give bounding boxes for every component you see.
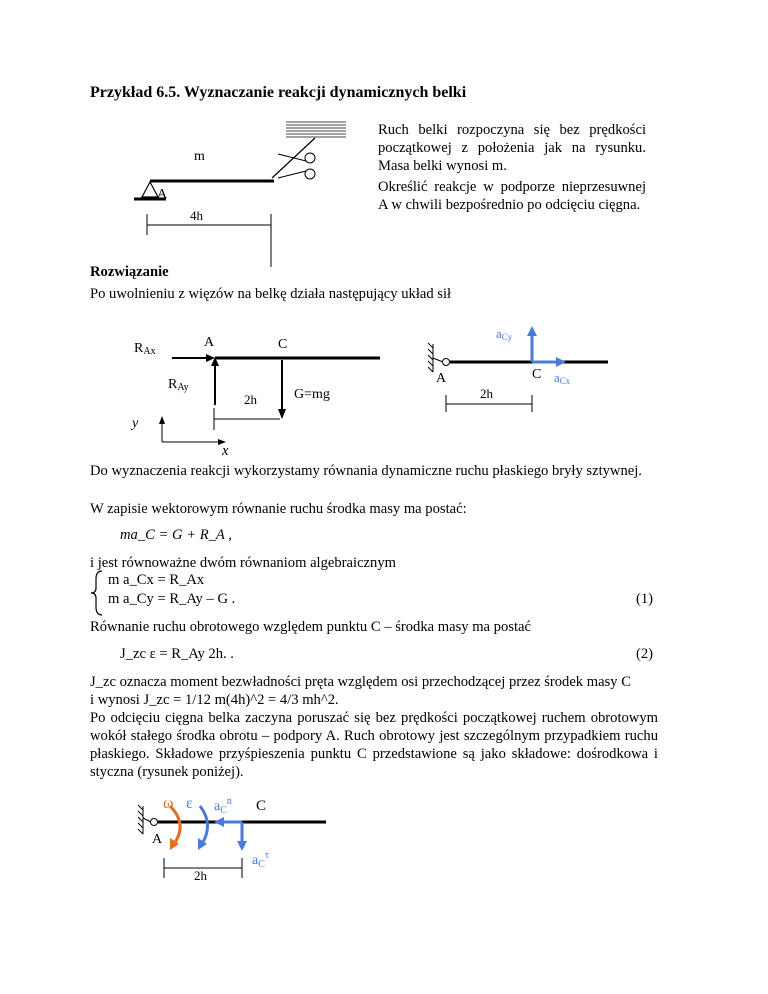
ceiling-hatch bbox=[286, 122, 346, 137]
act-arrowhead bbox=[237, 841, 247, 851]
equation-2-number: (2) bbox=[636, 646, 654, 662]
point-a-label: A bbox=[436, 371, 447, 386]
equation-2: J_zc ε = R_Ay 2h. . bbox=[120, 646, 234, 662]
epsilon-arc-icon bbox=[200, 806, 208, 844]
acy-arrowhead bbox=[527, 326, 537, 336]
acn-arrowhead bbox=[214, 817, 224, 827]
equation-1b: m a_Cy = R_Ay – G . bbox=[108, 591, 236, 607]
point-c-label: C bbox=[256, 798, 267, 814]
scissors-icon bbox=[278, 153, 315, 179]
act-label: $a_C^\tau$ bbox=[252, 850, 269, 870]
intro-paragraph-2: Określić reakcje w podporze nieprzesuwnej A w chwili bezpośrednio po odcięciu cięgna. bbox=[378, 179, 646, 213]
weight-arrowhead bbox=[278, 409, 286, 419]
solution-heading: Rozwiązanie bbox=[90, 264, 169, 280]
vector-equation: ma_C = G + R_A , bbox=[120, 527, 232, 543]
y-axis-arrowhead bbox=[159, 416, 165, 424]
point-c-label: C bbox=[278, 337, 288, 352]
page-title: Przykład 6.5. Wyznaczanie reakcji dynamicznych belki bbox=[90, 84, 467, 101]
wall-hatch bbox=[428, 343, 433, 372]
support-link bbox=[143, 818, 151, 822]
paragraph-6: Równanie ruchu obrotowego względem punktu C – środka masy ma postać bbox=[90, 619, 531, 635]
point-c-label: C bbox=[532, 367, 542, 382]
point-a-label: A bbox=[204, 335, 215, 350]
wall-hatch bbox=[138, 805, 143, 834]
paragraph-4: W zapisie wektorowym równanie ruchu środka masy ma postać: bbox=[90, 501, 467, 517]
intro-paragraph-1: Ruch belki rozpoczyna się bez prędkości początkowej z położenia jak na rysunku. Masa belki wynosi m. bbox=[378, 122, 646, 174]
paragraph-5: i jest równoważne dwóm równaniom algebraicznym bbox=[90, 555, 396, 571]
figure-free-body bbox=[130, 320, 390, 455]
dist-label: 2h bbox=[480, 386, 493, 401]
omega-label: ω bbox=[163, 798, 174, 812]
weight-label: G=mg bbox=[294, 387, 330, 402]
epsilon-label: ε bbox=[186, 798, 193, 812]
equation-1a: m a_Cx = R_Ax bbox=[108, 572, 205, 588]
paragraph-8: Po odcięciu cięgna belka zaczyna poruszać się bez prędkości początkowej ruchem obrotowym wokół stałego środka obrotu – podpory A. Ruch obrotowy jest szczególnym przypadkiem ruchu płaskiego. Składowe przyśpieszenia punktu C przedstawione są jako składowe: dośrodkowa i styczna (rysunek poniżej). bbox=[90, 710, 658, 780]
mass-label: m bbox=[194, 149, 205, 164]
rax-label: RAx bbox=[134, 341, 156, 357]
dist-label: 2h bbox=[244, 392, 257, 407]
paragraph-7b: i wynosi J_zc = 1/12 m(4h)^2 = 4/3 mh^2. bbox=[90, 692, 339, 708]
figure-acceleration bbox=[418, 322, 628, 412]
y-axis-label: y bbox=[132, 416, 139, 431]
support-label: A bbox=[157, 187, 168, 202]
acx-label: aCx bbox=[554, 370, 571, 386]
support-link bbox=[433, 358, 443, 362]
acx-arrowhead bbox=[556, 357, 566, 367]
acn-label: $a_C^n$ bbox=[214, 798, 232, 816]
dist-label: 2h bbox=[194, 868, 207, 883]
ray-label: RAy bbox=[168, 377, 189, 393]
point-a-label: A bbox=[152, 832, 163, 847]
equation-1-number: (1) bbox=[636, 591, 654, 607]
x-axis-label: x bbox=[222, 443, 229, 459]
solution-intro: Po uwolnieniu z więzów na belkę działa następujący układ sił bbox=[90, 286, 452, 302]
paragraph-7a: J_zc oznacza moment bezwładności pręta względem osi przechodzącej przez środek masy C bbox=[90, 674, 631, 690]
pin-joint bbox=[151, 819, 158, 826]
dimension-line bbox=[147, 214, 271, 267]
acy-label: aCy bbox=[496, 326, 513, 342]
length-label: 4h bbox=[190, 208, 203, 223]
pin-joint bbox=[443, 359, 450, 366]
paragraph-3: Do wyznaczenia reakcji wykorzystamy równania dynamiczne ruchu płaskiego bryły sztywnej. bbox=[90, 463, 642, 479]
figure-beam-rope bbox=[120, 118, 360, 268]
figure-rotation bbox=[130, 798, 350, 890]
brace-icon bbox=[88, 569, 108, 617]
